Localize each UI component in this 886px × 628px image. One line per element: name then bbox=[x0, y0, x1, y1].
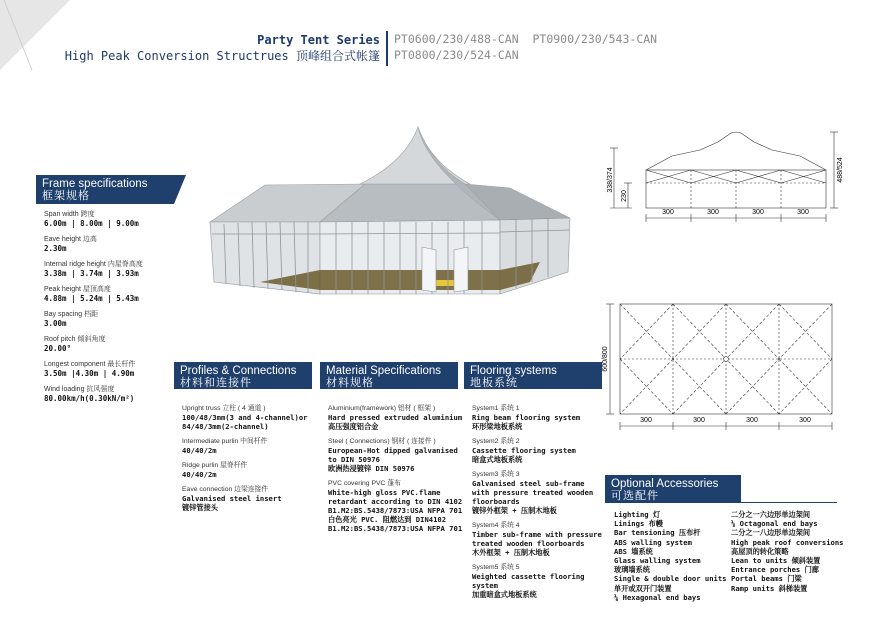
plan-dim-span: 600/800 bbox=[602, 346, 609, 372]
list-item bbox=[182, 404, 322, 431]
elev-dim-height: 338/374 bbox=[607, 167, 614, 193]
floor-label: System5 系统 5 bbox=[472, 564, 520, 571]
profile-label: Ridge purlin 屋脊杆件 bbox=[182, 462, 248, 469]
plan-drawing bbox=[600, 300, 844, 435]
list-item bbox=[182, 461, 322, 479]
list-item bbox=[472, 563, 602, 599]
floor-label: System1 系统 1 bbox=[472, 405, 520, 412]
flooring-title-en: Flooring systems bbox=[470, 365, 557, 377]
spec-value: 3.38m | 3.74m | 3.93m bbox=[44, 269, 139, 278]
plan-dim-4: 300 bbox=[799, 417, 811, 424]
flooring-header bbox=[464, 362, 602, 389]
spec-value: 80.00km/h(0.30kN/m²) bbox=[44, 394, 135, 403]
material-label: Aluminium(framework) 铝材 ( 框架 ) bbox=[328, 405, 436, 412]
tent-illustration bbox=[200, 122, 585, 312]
profile-label: Eave connection 边梁连接件 bbox=[182, 486, 269, 493]
model-line-1: PT0600/230/488-CAN PT0900/230/543-CAN bbox=[394, 32, 658, 46]
list-item: 二分之一八边形单边架间 bbox=[731, 528, 811, 538]
profiles-title-cn: 材料和连接件 bbox=[180, 377, 252, 389]
profile-value: 40/40/2m bbox=[182, 470, 217, 479]
list-item bbox=[328, 437, 468, 473]
flooring-title-cn: 地板系统 bbox=[470, 377, 518, 389]
model-codes bbox=[394, 31, 674, 63]
spec-value: 4.88m | 5.24m | 5.43m bbox=[44, 294, 139, 303]
elev-dim-3: 300 bbox=[752, 209, 764, 216]
spec-label: Span width 跨度 bbox=[44, 211, 95, 218]
profile-value: Galvanised steel insert 镀锌管接头 bbox=[182, 494, 282, 512]
elev-dim-eave: 230 bbox=[621, 190, 628, 202]
spec-value: 3.00m bbox=[44, 319, 67, 328]
series-title: Party Tent Series bbox=[257, 33, 380, 47]
materials-title-en: Material Specifications bbox=[326, 365, 442, 377]
list-item bbox=[472, 470, 602, 515]
profiles-title-en: Profiles & Connections bbox=[180, 365, 297, 377]
profiles-header bbox=[174, 362, 312, 389]
spec-value: 2.30m bbox=[44, 244, 67, 253]
list-item bbox=[328, 479, 468, 533]
spec-label: Eave height 边高 bbox=[44, 236, 97, 243]
list-item: Glass walling system bbox=[614, 556, 701, 566]
header-divider bbox=[386, 31, 388, 66]
floor-value: Weighted cassette flooring system 加重暗盒式地板系统 bbox=[472, 572, 585, 599]
list-item: ⅙ Hexagonal end bays bbox=[614, 592, 701, 602]
list-item: Single & double door units bbox=[614, 574, 727, 584]
accessories-col-2 bbox=[731, 510, 844, 593]
list-item: Portal beams 门梁 bbox=[731, 574, 802, 584]
spec-label: Roof pitch 倾斜角度 bbox=[44, 336, 106, 343]
list-item bbox=[44, 360, 184, 379]
door-panel-left bbox=[422, 247, 436, 292]
accessories-rule bbox=[605, 502, 837, 503]
material-label: PVC covering PVC 蓬布 bbox=[328, 480, 401, 487]
list-item bbox=[182, 437, 322, 455]
spec-value: 6.00m | 8.00m | 9.00m bbox=[44, 219, 139, 228]
elev-dim-4: 300 bbox=[797, 209, 809, 216]
material-value: European-Hot dipped galvanised to DIN 50976 欧洲热浸镀锌 DIN 50976 bbox=[328, 446, 458, 473]
spec-value: 3.50m |4.30m | 4.90m bbox=[44, 369, 135, 378]
material-label: Steel ( Connections) 钢材 ( 连接件 ) bbox=[328, 438, 436, 445]
list-item bbox=[44, 335, 184, 354]
floor-value: Timber sub-frame with pressure treated wooden floorboards 木外框架 + 压制木地板 bbox=[472, 530, 602, 557]
door-panel-right bbox=[454, 247, 468, 292]
list-item: Linings 布幔 bbox=[614, 519, 663, 529]
elevation-drawing bbox=[600, 128, 844, 228]
list-item: 单开或双开门装置 bbox=[614, 583, 672, 593]
floor-value: Cassette flooring system 暗盒式地板系统 bbox=[472, 446, 576, 464]
materials-header bbox=[320, 362, 458, 389]
flooring-list bbox=[472, 398, 602, 599]
profile-label: Intermediate purlin 中间杆件 bbox=[182, 438, 268, 445]
profiles-list bbox=[182, 398, 322, 512]
list-item: 高屋顶的转化策略 bbox=[731, 546, 789, 556]
frame-specs-list bbox=[44, 210, 184, 410]
list-item: 二分之一六边形单边架间 bbox=[731, 510, 811, 519]
list-item: ABS 墙系统 bbox=[614, 546, 653, 556]
spec-value: 20.00° bbox=[44, 344, 72, 353]
list-item: Lighting 灯 bbox=[614, 510, 661, 519]
spec-label: Longest component 最长杆件 bbox=[44, 361, 136, 368]
floor-value: Ring beam flooring system 环形梁地板系统 bbox=[472, 413, 581, 431]
frame-specs-title-en: Frame specifications bbox=[42, 178, 148, 190]
profile-value: 100/48/3mm(3 and 4-channel)or 84/48/3mm(2-channel) bbox=[182, 413, 308, 431]
list-item bbox=[472, 437, 602, 464]
profile-value: 40/40/2m bbox=[182, 446, 217, 455]
plan-dim-2: 300 bbox=[693, 417, 705, 424]
floor-label: System4 系统 4 bbox=[472, 522, 520, 529]
accessories-col-1 bbox=[614, 510, 727, 602]
list-item bbox=[182, 485, 322, 512]
floor-label: System2 系统 2 bbox=[472, 438, 520, 445]
spec-label: Peak height 屋顶高度 bbox=[44, 286, 111, 293]
materials-list bbox=[328, 398, 468, 533]
floor-value: Galvanised steel sub-frame with pressure treated wooden floorboards 镀锌外框架 + 压制木地板 bbox=[472, 479, 594, 515]
list-item bbox=[328, 404, 468, 431]
spec-label: Internal ridge height 内屋脊高度 bbox=[44, 261, 143, 268]
frame-specs-title-cn: 框架规格 bbox=[42, 190, 90, 202]
accessories-title-en: Optional Accessories bbox=[611, 478, 719, 490]
profile-label: Upright truss 立柱 ( 4 通道 ) bbox=[182, 405, 266, 412]
list-item bbox=[44, 210, 184, 229]
list-item bbox=[44, 385, 184, 404]
elev-dim-1: 300 bbox=[662, 209, 674, 216]
series-subtitle: High Peak Conversion Structrues 顶峰组合式帐篷 bbox=[64, 49, 380, 63]
plan-dim-1: 300 bbox=[640, 417, 652, 424]
material-value: Hard pressed extruded aluminium 高压强度铝合金 bbox=[328, 413, 463, 431]
list-item: 玻璃墙系统 bbox=[614, 565, 650, 575]
list-item bbox=[44, 285, 184, 304]
list-item bbox=[44, 260, 184, 279]
elev-dim-peak: 488/524 bbox=[837, 157, 844, 183]
elev-dim-2: 300 bbox=[707, 209, 719, 216]
materials-title-cn: 材料规格 bbox=[326, 377, 374, 389]
list-item: High peak roof conversions bbox=[731, 537, 844, 547]
accessories-title-cn: 可选配件 bbox=[611, 490, 659, 502]
list-item: ABS walling system bbox=[614, 537, 692, 547]
plan-dim-3: 300 bbox=[746, 417, 758, 424]
list-item bbox=[472, 521, 602, 557]
material-value: White-high gloss PVC.flame retardant according to DIN 4102 B1.M2:BS.5438/7873:USA NFPA 701 白色亮光 PVC. 阻燃达到 DIN4102 B1.M2:BS.5438/7873:USA NFPA 701 bbox=[328, 488, 463, 533]
accessories-header bbox=[605, 475, 741, 502]
list-item: Entrance porches 门廊 bbox=[731, 565, 819, 575]
list-item bbox=[44, 310, 184, 329]
list-item: Lean to units 倾斜装置 bbox=[731, 556, 821, 566]
spec-label: Bay spacing 档距 bbox=[44, 311, 99, 318]
frame-specs-header bbox=[36, 175, 174, 204]
list-item bbox=[472, 404, 602, 431]
frame-specs-tab bbox=[174, 175, 186, 204]
spec-label: Wind loading 抗风强度 bbox=[44, 386, 115, 393]
list-item bbox=[44, 235, 184, 254]
list-item: Bar tensioning 压布杆 bbox=[614, 528, 701, 538]
list-item: Ramp units 斜梯装置 bbox=[731, 583, 808, 593]
list-item: ⅛ Octagonal end bays bbox=[731, 519, 818, 529]
floor-label: System3 系统 3 bbox=[472, 471, 520, 478]
model-line-2: PT0800/230/524-CAN bbox=[394, 48, 519, 62]
